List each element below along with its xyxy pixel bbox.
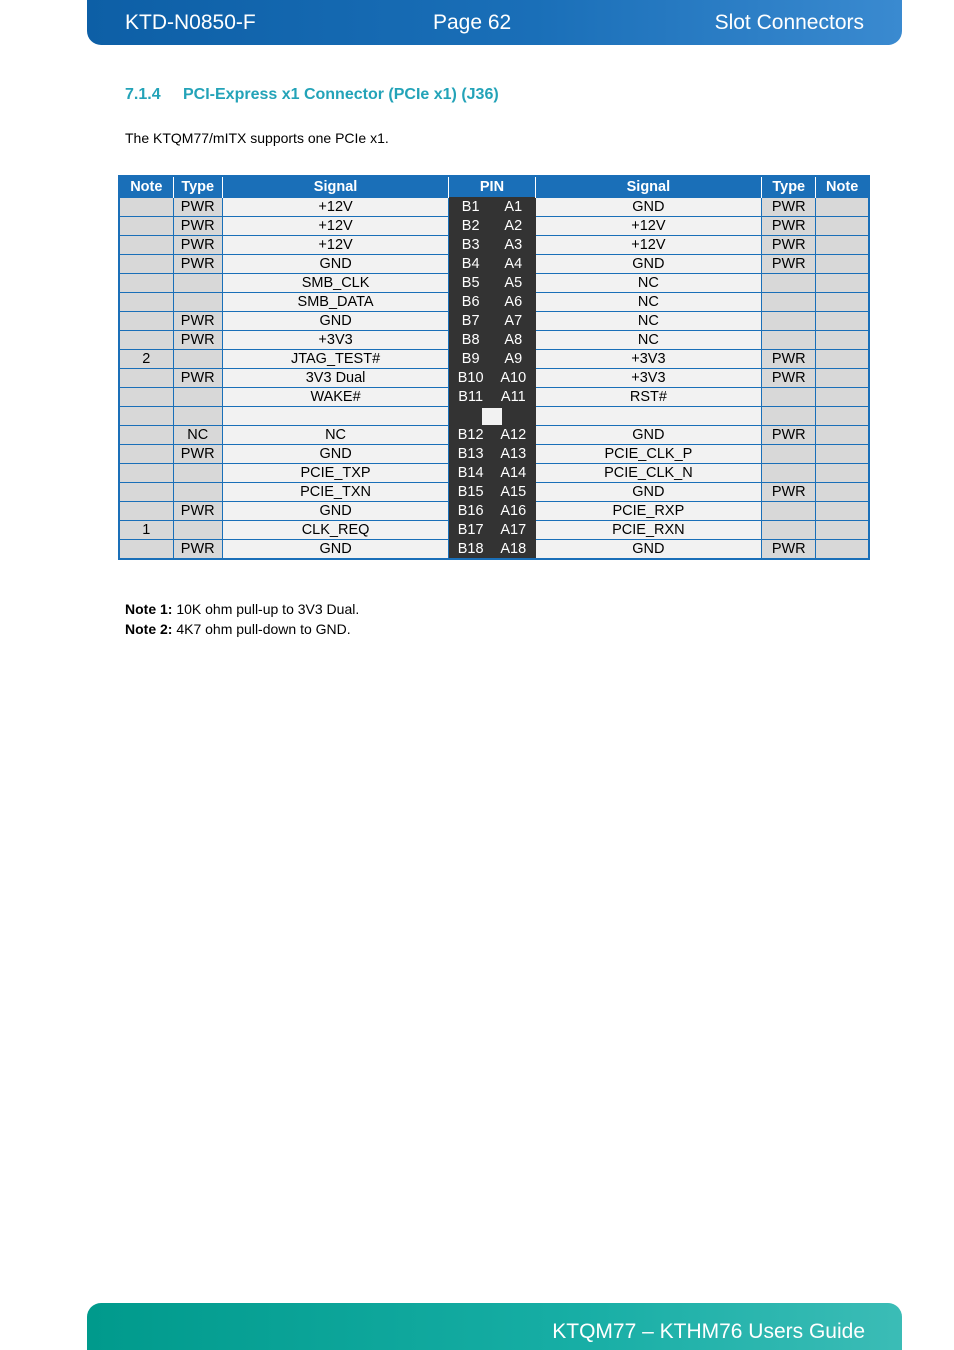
row-signal-b: WAKE# <box>222 388 449 407</box>
table-row <box>119 331 869 350</box>
row-type-a: PWR <box>762 483 816 502</box>
row-note-a <box>816 502 869 521</box>
row-note-b <box>119 388 173 407</box>
row-pin-b: B16 <box>449 502 492 521</box>
row-pin-b: B15 <box>449 483 492 502</box>
notes-block <box>125 600 359 639</box>
row-pin-b: B12 <box>449 426 492 445</box>
row-pin-a: A5 <box>492 274 535 293</box>
row-signal-a: NC <box>535 312 762 331</box>
row-pin-a: A11 <box>492 388 535 407</box>
row-signal-b: CLK_REQ <box>222 521 449 540</box>
row-signal-a: NC <box>535 274 762 293</box>
row-signal-b: GND <box>222 255 449 274</box>
table-row <box>119 464 869 483</box>
row-signal-b: SMB_DATA <box>222 293 449 312</box>
note-label: Note 2: <box>125 620 173 637</box>
row-note-a <box>816 540 869 560</box>
header-type-a: Type <box>762 176 816 198</box>
row-pin-a: A16 <box>492 502 535 521</box>
header-type-b: Type <box>173 176 222 198</box>
row-signal-a: PCIE_CLK_N <box>535 464 762 483</box>
row-note-a <box>816 274 869 293</box>
row-note-a <box>816 198 869 217</box>
table-row <box>119 502 869 521</box>
table-row <box>119 198 869 217</box>
page-number: Page 62 <box>433 11 512 34</box>
row-type-b: PWR <box>173 198 222 217</box>
row-type-b: PWR <box>173 331 222 350</box>
row-pin-b: B11 <box>449 388 492 407</box>
row-note-b <box>119 426 173 445</box>
row-type-b <box>173 388 222 407</box>
row-type-b <box>173 521 222 540</box>
row-type-b: PWR <box>173 445 222 464</box>
row-type-a: PWR <box>762 236 816 255</box>
row-note-a <box>816 521 869 540</box>
row-signal-b: NC <box>222 426 449 445</box>
table-row <box>119 293 869 312</box>
row-signal-a: GND <box>535 426 762 445</box>
row-signal-a: +3V3 <box>535 369 762 388</box>
note-text: 4K7 ohm pull-down to GND. <box>172 620 351 637</box>
row-note-b: 2 <box>119 350 173 369</box>
row-signal-a: +12V <box>535 217 762 236</box>
row-pin-b: B6 <box>449 293 492 312</box>
row-signal-b: JTAG_TEST# <box>222 350 449 369</box>
row-pin-b: B17 <box>449 521 492 540</box>
row-type-b <box>173 293 222 312</box>
row-type-a: PWR <box>762 350 816 369</box>
row-type-b: PWR <box>173 540 222 560</box>
chapter-title: Slot Connectors <box>714 11 864 34</box>
row-note-b <box>119 198 173 217</box>
row-type-b: PWR <box>173 369 222 388</box>
section-heading <box>125 86 499 104</box>
row-signal-a: GND <box>535 255 762 274</box>
row-type-b <box>173 464 222 483</box>
row-signal-b: GND <box>222 540 449 560</box>
row-type-a <box>762 331 816 350</box>
row-type-a: PWR <box>762 540 816 560</box>
row-type-a: PWR <box>762 426 816 445</box>
row-pin-a: A8 <box>492 331 535 350</box>
row-pin-a: A4 <box>492 255 535 274</box>
row-note-b <box>119 502 173 521</box>
row-signal-b: SMB_CLK <box>222 274 449 293</box>
row-type-b <box>173 274 222 293</box>
row-signal-a: RST# <box>535 388 762 407</box>
row-pin-a: A10 <box>492 369 535 388</box>
empty-cell <box>535 407 762 426</box>
empty-cell <box>222 407 449 426</box>
row-signal-b: +12V <box>222 217 449 236</box>
section-title-text: PCI-Express x1 Connector (PCIe x1) (J36) <box>183 86 499 103</box>
note-2 <box>125 620 359 640</box>
row-pin-b: B7 <box>449 312 492 331</box>
row-signal-a: GND <box>535 198 762 217</box>
key-notch <box>482 408 502 425</box>
row-pin-b: B2 <box>449 217 492 236</box>
row-signal-b: 3V3 Dual <box>222 369 449 388</box>
row-note-b <box>119 464 173 483</box>
row-note-a <box>816 350 869 369</box>
intro-paragraph: The KTQM77/mITX supports one PCIe x1. <box>125 130 389 146</box>
header-signal-b: Signal <box>222 176 449 198</box>
header-signal-a: Signal <box>535 176 762 198</box>
note-1 <box>125 600 359 620</box>
row-note-a <box>816 483 869 502</box>
row-type-b: NC <box>173 426 222 445</box>
row-note-b <box>119 274 173 293</box>
row-note-a <box>816 464 869 483</box>
table-header-row <box>119 176 869 198</box>
row-pin-b: B9 <box>449 350 492 369</box>
empty-cell <box>816 407 869 426</box>
row-signal-b: +3V3 <box>222 331 449 350</box>
connector-key <box>449 407 535 426</box>
row-note-a <box>816 445 869 464</box>
row-note-b <box>119 236 173 255</box>
row-note-a <box>816 255 869 274</box>
row-pin-b: B3 <box>449 236 492 255</box>
row-signal-a: GND <box>535 540 762 560</box>
row-type-a <box>762 274 816 293</box>
row-pin-a: A6 <box>492 293 535 312</box>
table-row <box>119 540 869 560</box>
row-pin-b: B4 <box>449 255 492 274</box>
pinout-table <box>118 175 870 560</box>
empty-cell <box>119 407 173 426</box>
row-pin-a: A9 <box>492 350 535 369</box>
table-row <box>119 521 869 540</box>
row-pin-a: A3 <box>492 236 535 255</box>
row-signal-a: +12V <box>535 236 762 255</box>
row-pin-b: B1 <box>449 198 492 217</box>
row-signal-b: PCIE_TXP <box>222 464 449 483</box>
row-note-a <box>816 331 869 350</box>
row-type-b: PWR <box>173 312 222 331</box>
row-signal-b: PCIE_TXN <box>222 483 449 502</box>
table-row <box>119 350 869 369</box>
table-row <box>119 369 869 388</box>
row-note-a <box>816 426 869 445</box>
row-note-b: 1 <box>119 521 173 540</box>
row-type-b <box>173 350 222 369</box>
note-text: 10K ohm pull-up to 3V3 Dual. <box>172 601 360 617</box>
header-note-b: Note <box>119 176 173 198</box>
row-pin-b: B8 <box>449 331 492 350</box>
row-type-a <box>762 464 816 483</box>
row-note-a <box>816 388 869 407</box>
row-note-b <box>119 255 173 274</box>
row-pin-a: A18 <box>492 540 535 560</box>
header-note-a: Note <box>816 176 869 198</box>
table-row <box>119 312 869 331</box>
row-note-a <box>816 217 869 236</box>
row-note-b <box>119 483 173 502</box>
row-note-b <box>119 293 173 312</box>
row-type-a: PWR <box>762 198 816 217</box>
row-signal-a: NC <box>535 331 762 350</box>
row-type-a <box>762 521 816 540</box>
row-note-b <box>119 445 173 464</box>
row-signal-a: PCIE_RXP <box>535 502 762 521</box>
table-row <box>119 255 869 274</box>
page-footer <box>87 1303 902 1350</box>
guide-title: KTQM77 – KTHM76 Users Guide <box>552 1320 865 1343</box>
row-pin-a: A15 <box>492 483 535 502</box>
empty-cell <box>173 407 222 426</box>
table-row <box>119 236 869 255</box>
row-note-b <box>119 217 173 236</box>
row-note-a <box>816 236 869 255</box>
row-type-a <box>762 312 816 331</box>
row-signal-b: GND <box>222 312 449 331</box>
row-pin-b: B5 <box>449 274 492 293</box>
row-note-b <box>119 540 173 560</box>
table-row <box>119 445 869 464</box>
row-type-b: PWR <box>173 502 222 521</box>
row-pin-a: A7 <box>492 312 535 331</box>
row-type-a <box>762 445 816 464</box>
row-type-a <box>762 388 816 407</box>
row-type-b: PWR <box>173 236 222 255</box>
table-row <box>119 217 869 236</box>
row-type-a <box>762 293 816 312</box>
row-note-b <box>119 312 173 331</box>
row-pin-b: B14 <box>449 464 492 483</box>
table-row <box>119 426 869 445</box>
row-signal-a: +3V3 <box>535 350 762 369</box>
row-note-b <box>119 369 173 388</box>
table-row <box>119 274 869 293</box>
document-id: KTD-N0850-F <box>125 11 256 34</box>
table-row <box>119 388 869 407</box>
row-type-b: PWR <box>173 217 222 236</box>
row-pin-a: A2 <box>492 217 535 236</box>
row-signal-a: PCIE_RXN <box>535 521 762 540</box>
row-note-b <box>119 331 173 350</box>
row-pin-b: B18 <box>449 540 492 560</box>
row-note-a <box>816 312 869 331</box>
row-signal-b: GND <box>222 445 449 464</box>
row-signal-a: PCIE_CLK_P <box>535 445 762 464</box>
row-pin-a: A13 <box>492 445 535 464</box>
section-number: 7.1.4 <box>125 86 161 103</box>
row-type-a: PWR <box>762 217 816 236</box>
row-signal-a: NC <box>535 293 762 312</box>
row-pin-b: B13 <box>449 445 492 464</box>
row-pin-a: A1 <box>492 198 535 217</box>
row-signal-b: +12V <box>222 236 449 255</box>
row-type-a <box>762 502 816 521</box>
empty-cell <box>762 407 816 426</box>
row-pin-b: B10 <box>449 369 492 388</box>
row-signal-a: GND <box>535 483 762 502</box>
key-gap-row <box>119 407 869 426</box>
row-note-a <box>816 369 869 388</box>
row-type-b: PWR <box>173 255 222 274</box>
page-header <box>87 0 902 45</box>
row-type-b <box>173 483 222 502</box>
row-signal-b: +12V <box>222 198 449 217</box>
row-type-a: PWR <box>762 255 816 274</box>
row-pin-a: A12 <box>492 426 535 445</box>
header-pin: PIN <box>449 176 535 198</box>
row-pin-a: A14 <box>492 464 535 483</box>
note-label: Note 1: <box>125 601 173 617</box>
row-signal-b: GND <box>222 502 449 521</box>
row-pin-a: A17 <box>492 521 535 540</box>
row-note-a <box>816 293 869 312</box>
table-row <box>119 483 869 502</box>
row-type-a: PWR <box>762 369 816 388</box>
